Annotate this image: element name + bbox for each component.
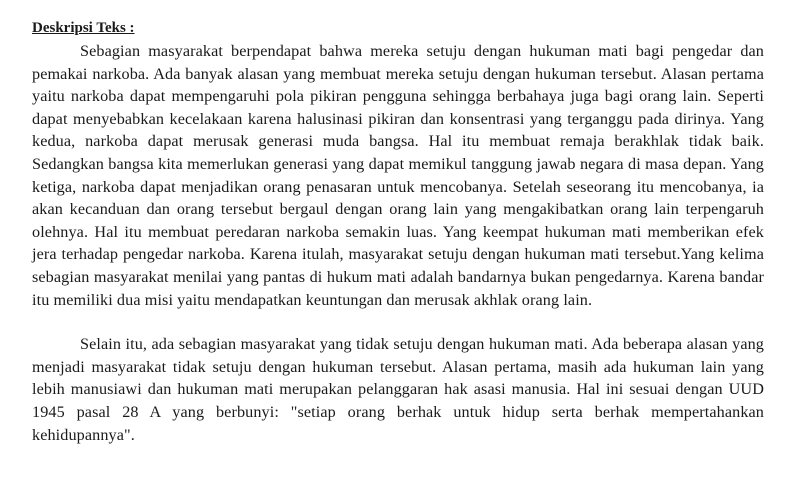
- paragraph-2: Selain itu, ada sebagian masyarakat yang tidak setuju dengan hukuman mati. Ada beberapa alasan yang menjadi masyarakat tidak setuju dengan hukuman tersebut. Alasan pertama, masih ada hukuman lain yang lebih manusiawi dan hukuman mati merupakan pelanggaran hak asasi manusia. Hal ini sesuai dengan UUD 1945 pasal 28 A yang berbunyi: "setiap orang berhak untuk hidup serta berhak mempertahankan kehidupannya".: [32, 335, 764, 444]
- paragraph-1: Sebagian masyarakat berpendapat bahwa mereka setuju dengan hukuman mati bagi pengedar dan pemakai narkoba. Ada banyak alasan yang membuat mereka setuju dengan hukuman tersebut. Alasan pertama yaitu narkoba dapat mempengaruhi pola pikiran pengguna sehingga berbahaya juga bagi orang lain. Seperti dapat menyebabkan kecelakaan karena halusinasi pikiran dan konsentrasi yang terganggu pada dirinya. Yang kedua, narkoba dapat merusak generasi muda bangsa. Hal itu membuat remaja berakhlak tidak baik. Sedangkan bangsa kita memerlukan generasi yang dapat memikul tanggung jawab negara di masa depan. Yang ketiga, narkoba dapat menjadikan orang penasaran untuk mencobanya. Setelah seseorang itu mencobanya, ia akan kecanduan dan orang tersebut bergaul dengan orang lain yang mengakibatkan orang lain terpengaruh olehnya. Hal itu membuat peredaran narkoba semakin luas. Yang keempat hukuman mati memberikan efek jera terhadap pengedar narkoba. Karena itulah, masyarakat setuju dengan hukuman mati tersebut.Yang kelima sebagian masyarakat menilai yang pantas di hukum mati adalah bandarnya bukan pengedarnya. Karena bandar itu memiliki dua misi yaitu mendapatkan keuntungan dan merusak akhlak orang lain.: [32, 42, 764, 309]
- section-heading: Deskripsi Teks :: [32, 20, 135, 36]
- document-page: [32, 18, 764, 446]
- paragraph-gap: [32, 311, 764, 333]
